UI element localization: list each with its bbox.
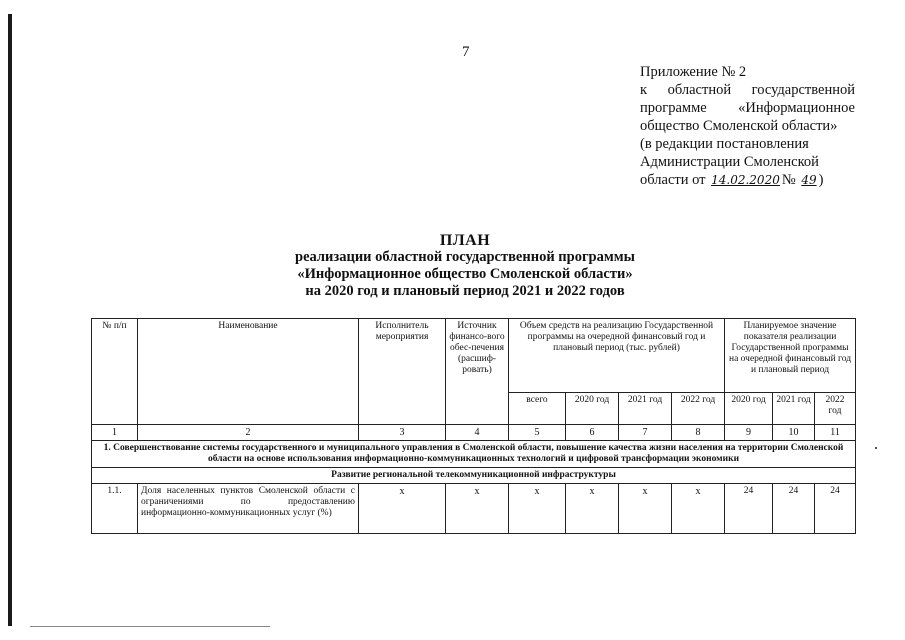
handwritten-number: 49: [801, 173, 817, 187]
title-line-3: «Информационное общество Смоленской области»: [297, 266, 633, 282]
header-2020: 2020 год: [566, 393, 619, 425]
appendix-line-6: Администрации Смоленской: [640, 154, 819, 170]
row-2021: х: [619, 484, 672, 534]
header-2021: 2021 год: [619, 393, 672, 425]
row-total: х: [509, 484, 566, 534]
header-num: № п/п: [92, 319, 138, 425]
col-number: 11: [815, 425, 856, 441]
col-number: 2: [138, 425, 359, 441]
header-plan-2021: 2021 год: [773, 393, 815, 425]
plan-table: [91, 318, 856, 534]
col-number: 8: [672, 425, 725, 441]
page-number: 7: [462, 44, 470, 60]
appendix-line-7: [640, 171, 855, 189]
appendix-date-prefix: области от: [640, 172, 706, 188]
row-plan-2020: 24: [725, 484, 773, 534]
appendix-line-2: к областной государственной: [640, 82, 855, 98]
header-plan-2020: 2020 год: [725, 393, 773, 425]
header-funds: Объем средств на реализацию Государственной программы на очередной финансовый год и плановый период (тыс. рублей): [509, 319, 725, 393]
row-plan-2022: 24: [815, 484, 856, 534]
col-number: 5: [509, 425, 566, 441]
row-executor: х: [359, 484, 446, 534]
section-title: 1. Совершенствование системы государственного и муниципального управления в Смоленской области, повышение качества жизни населения на территории Смоленской области на основе использования информационно-коммуникационных технологий и цифровой трансформации экономики: [92, 441, 856, 468]
header-plan-2022: 2022 год: [815, 393, 856, 425]
row-2022: х: [672, 484, 725, 534]
number-sign: №: [781, 172, 796, 188]
header-executor: Исполнитель мероприятия: [359, 319, 446, 425]
row-2020: х: [566, 484, 619, 534]
subsection-title: Развитие региональной телекоммуникационной инфраструктуры: [92, 468, 856, 484]
appendix-line-4: общество Смоленской области»: [640, 118, 838, 134]
appendix-line-1: Приложение № 2: [640, 64, 747, 80]
table-row: [92, 484, 856, 534]
header-row-1: [92, 319, 856, 393]
document-title: [230, 232, 700, 300]
col-number: 10: [773, 425, 815, 441]
col-number: 4: [446, 425, 509, 441]
section-row: [92, 441, 856, 468]
closing-paren: ): [818, 172, 824, 188]
column-number-row: [92, 425, 856, 441]
row-source: х: [446, 484, 509, 534]
appendix-line-3: программе «Информационное: [640, 100, 855, 116]
subsection-row: [92, 468, 856, 484]
col-number: 1: [92, 425, 138, 441]
header-name: Наименование: [138, 319, 359, 425]
col-number: 3: [359, 425, 446, 441]
appendix-line-5: (в редакции постановления: [640, 136, 809, 152]
scan-bottom-rule: [30, 626, 270, 627]
col-number: 7: [619, 425, 672, 441]
col-number: 9: [725, 425, 773, 441]
title-plan: ПЛАН: [439, 232, 491, 249]
appendix-block: [640, 63, 855, 189]
header-planned: Планируемое значение показателя реализации Государственной программы на очередной финансовый год и плановый период: [725, 319, 856, 393]
scan-edge-bar: [8, 14, 12, 626]
title-line-4: на 2020 год и плановый период 2021 и 2022 годов: [305, 283, 625, 299]
header-2022: 2022 год: [672, 393, 725, 425]
header-total: всего: [509, 393, 566, 425]
row-num: 1.1.: [92, 484, 138, 534]
handwritten-date: 14.02.2020: [711, 173, 780, 187]
header-source: Источник финансо-вого обес-печения (расшиф-ровать): [446, 319, 509, 425]
row-name: Доля населенных пунктов Смоленской области с ограничениями по предоставлению информационно-коммуникационных услуг (%): [138, 484, 359, 534]
title-line-2: реализации областной государственной программы: [295, 249, 635, 265]
col-number: 6: [566, 425, 619, 441]
scan-speck: [875, 447, 877, 449]
row-plan-2021: 24: [773, 484, 815, 534]
